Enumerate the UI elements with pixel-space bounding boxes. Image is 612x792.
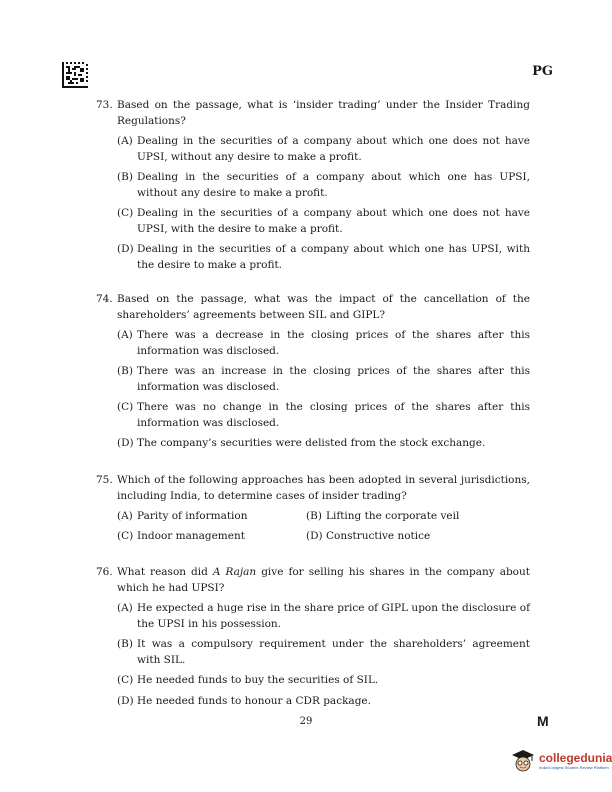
question-76 [96,565,530,709]
option-d: (D) He needed funds to honour a CDR package. [117,694,371,707]
question-number: 74. [96,293,113,305]
series-code: M [537,713,549,729]
student-mascot-icon [510,748,536,774]
brand-tagline: India's largest Student Review Platform [539,765,609,770]
collegedunia-logo[interactable] [510,748,612,774]
option-d: (D) Dealing in the securities of a company about which one has UPSI, with the desire to make a profit. [117,243,530,271]
option-d: (D) Constructive notice [306,529,431,542]
question-74 [96,292,530,452]
option-c: (C) Indoor management [117,529,245,542]
option-a: (A) Dealing in the securities of a company about which one does not have UPSI, without any desire to make a profit. [117,135,530,163]
question-text: Based on the passage, what was the impact of the cancellation of the shareholders’ agreements between SIL and GIPL? [117,293,530,321]
question-text: Based on the passage, what is ‘insider trading’ under the Insider Trading Regulations? [117,99,530,127]
datamatrix-code-icon [62,62,88,88]
brand-name: collegedunia [539,751,612,765]
option-a: (A) There was a decrease in the closing prices of the shares after this information was disclosed. [117,329,530,357]
question-73 [96,98,530,273]
question-75 [96,473,530,544]
option-b: (B) Lifting the corporate veil [306,510,460,522]
question-number: 73. [96,99,113,111]
question-number: 75. [96,474,113,486]
option-b: (B) Dealing in the securities of a company about which one has UPSI, without any desire to make a profit. [117,171,530,199]
page-number: 29 [299,716,313,727]
option-a: (A) Parity of information [117,510,248,522]
option-c: (C) There was no change in the closing prices of the shares after this information was disclosed. [117,401,530,429]
option-b: (B) There was an increase in the closing prices of the shares after this information was disclosed. [117,365,530,393]
option-b: (B) It was a compulsory requirement under the shareholders’ agreement with SIL. [117,638,530,666]
question-text: What reason did A Rajan give for selling his shares in the company about which he had UPSI? [117,566,530,594]
option-c: (C) Dealing in the securities of a company about which one does not have UPSI, with the desire to make a profit. [117,207,530,235]
option-a: (A) He expected a huge rise in the share price of GIPL upon the disclosure of the UPSI in his possession. [117,602,530,630]
question-number: 76. [96,566,113,578]
paper-code: PG [532,64,553,79]
option-d: (D) The company’s securities were delisted from the stock exchange. [117,437,486,449]
question-text: Which of the following approaches has been adopted in several jurisdictions, including India, to determine cases of insider trading? [117,474,530,502]
option-c: (C) He needed funds to buy the securities of SIL. [117,674,379,686]
